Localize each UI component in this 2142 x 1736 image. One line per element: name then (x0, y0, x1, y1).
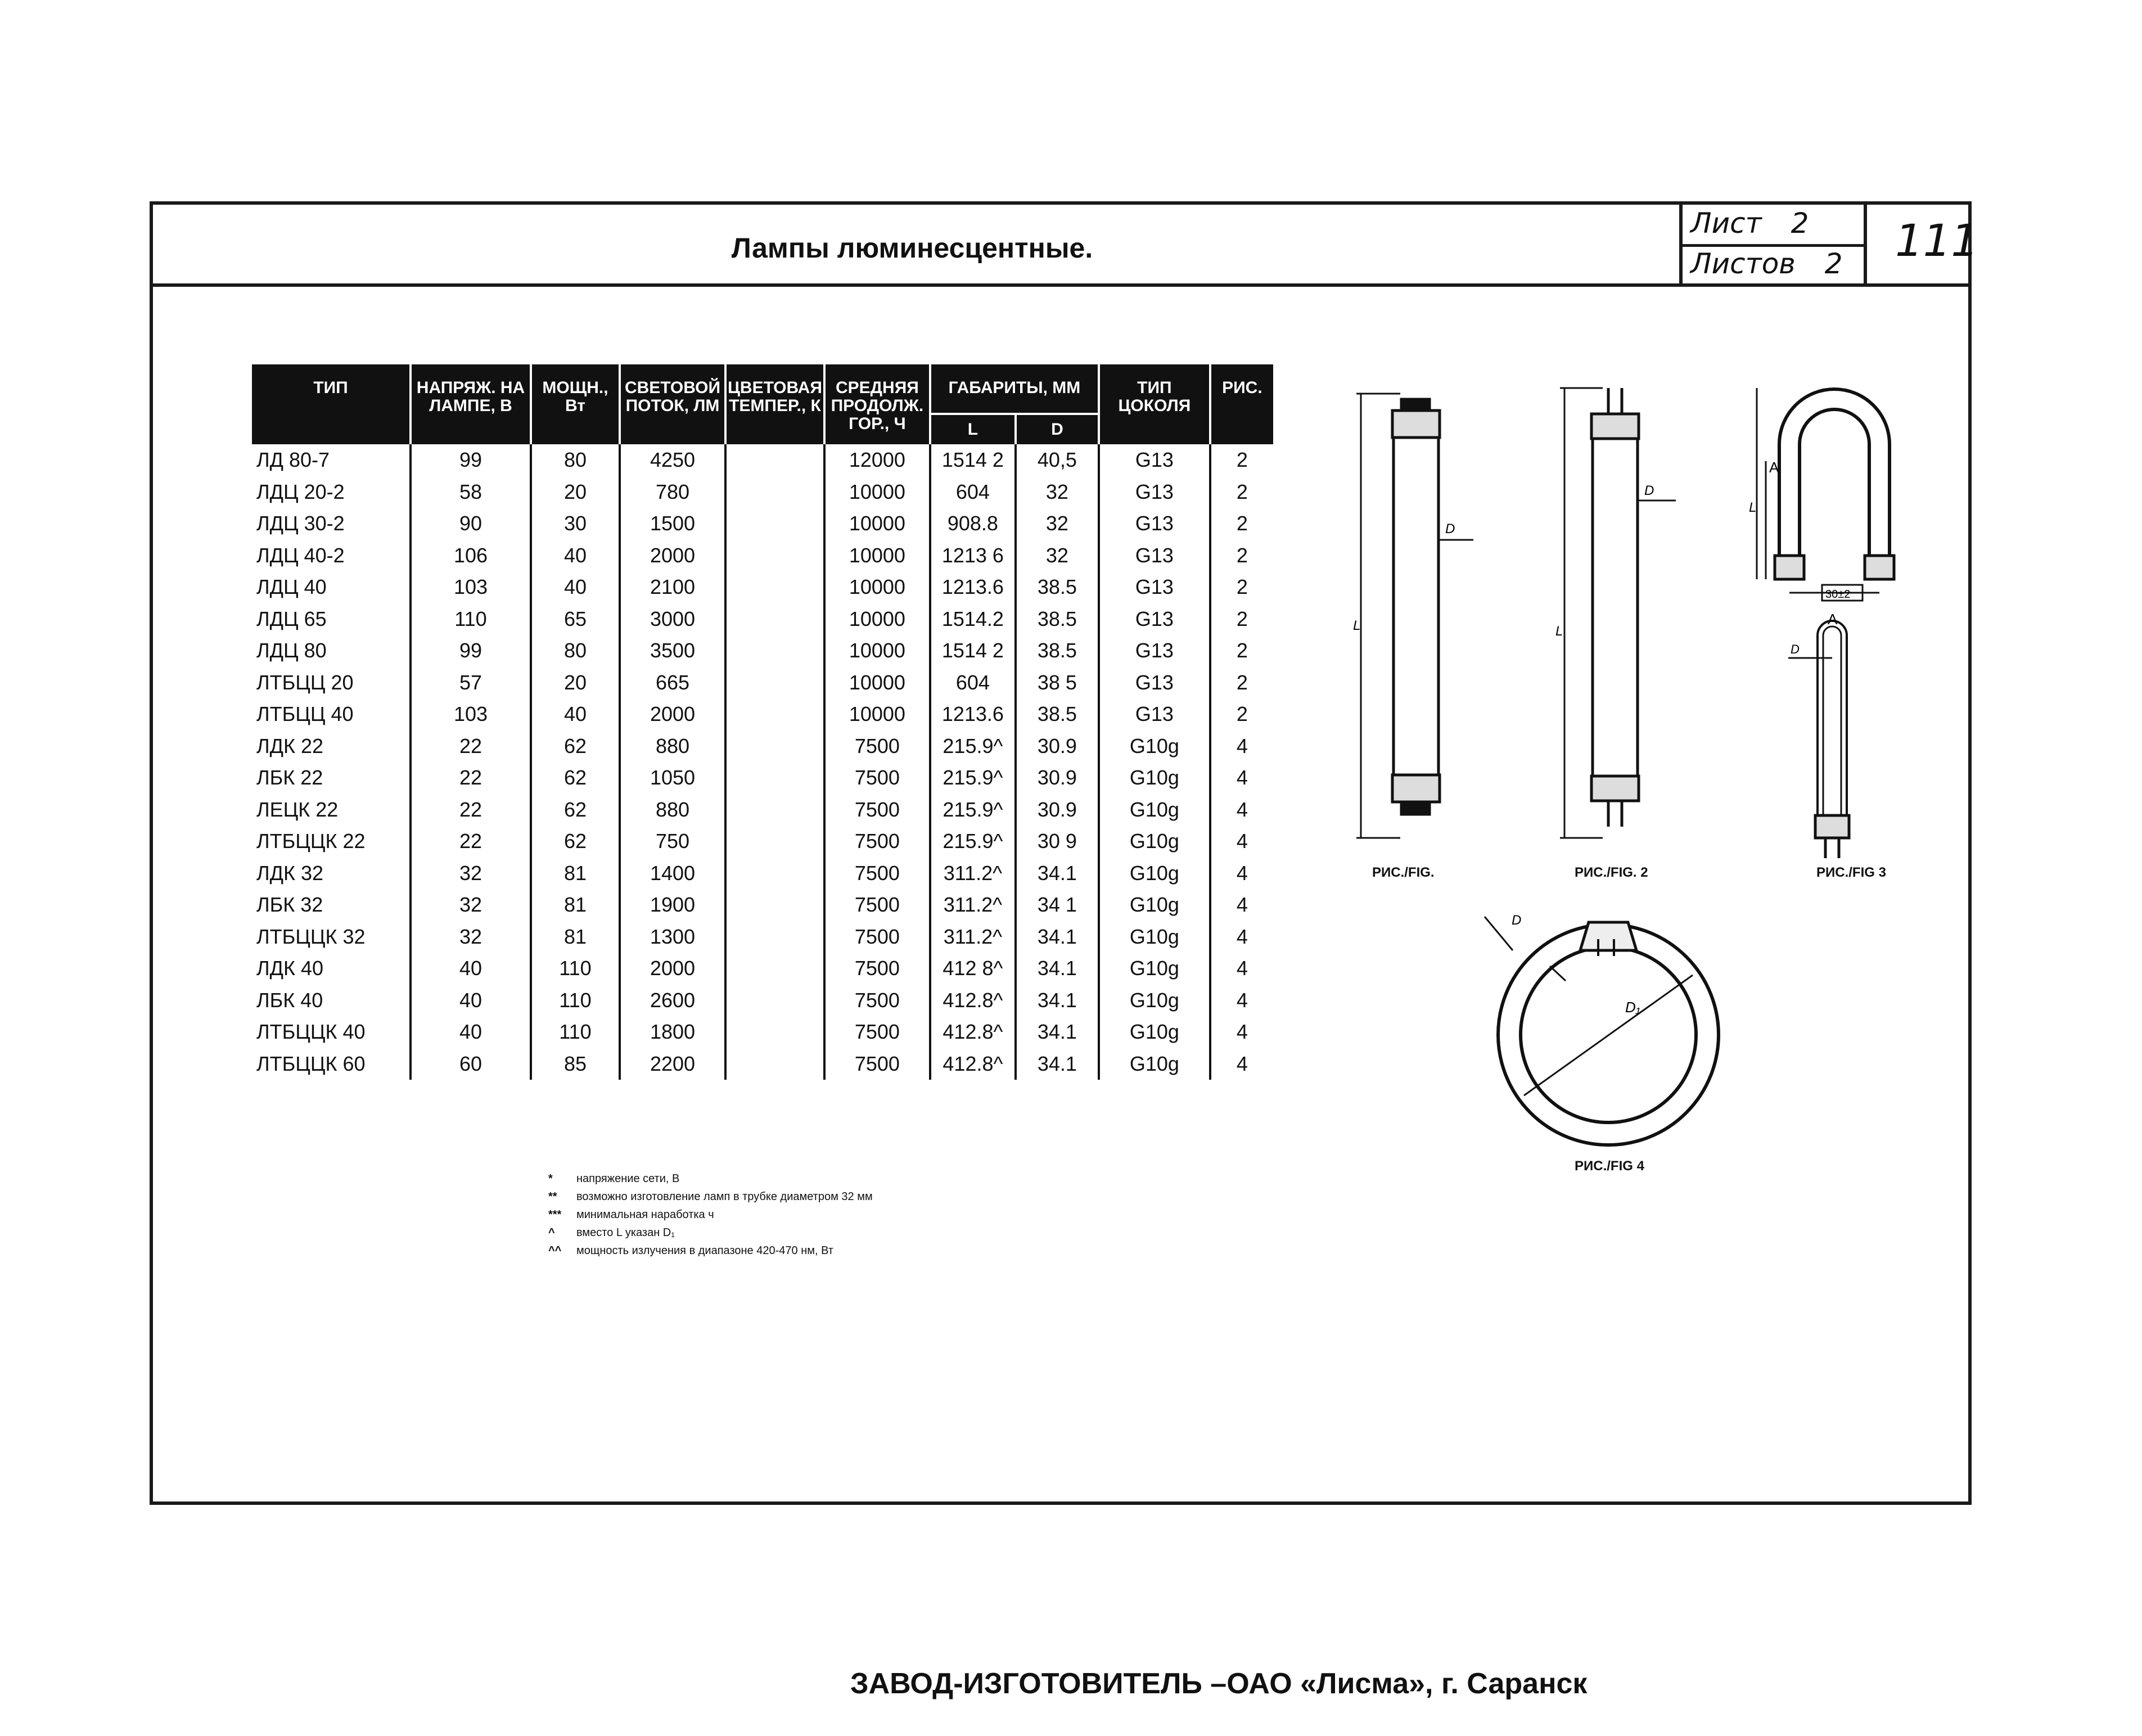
cell-diameter: 38.5 (1016, 698, 1099, 731)
stamp-divider (1683, 244, 1864, 247)
cell-voltage: 60 (411, 1048, 531, 1080)
cell-fig: 2 (1236, 607, 1248, 630)
cell-voltage: 99 (411, 635, 531, 667)
cell-type: ЛДЦ 80 (252, 635, 411, 667)
cell-fig: 4 (1236, 766, 1248, 790)
figure-3-drawing (1749, 377, 1918, 860)
cell-colortemp (725, 571, 824, 603)
table-row (252, 921, 1273, 953)
table-row (252, 508, 1273, 540)
cell-life: 10000 (824, 698, 930, 731)
cell-base: G10g (1099, 794, 1210, 826)
fig1-dim-d: D (1445, 521, 1455, 536)
cell-type: ЛД 80-7 (252, 444, 411, 476)
cell-length: 412.8^ (930, 1048, 1016, 1080)
cell-voltage: 22 (411, 731, 531, 763)
cell-diameter: 30.9 (1016, 731, 1099, 763)
table-row (252, 762, 1273, 794)
cell-base: G10g (1099, 921, 1210, 953)
footnote-text: вместо L указан D₁ (576, 1227, 675, 1239)
table-row (252, 1016, 1273, 1048)
cell-power: 40 (531, 698, 620, 731)
sheet-value: 2 (1791, 207, 1809, 240)
cell-life: 7500 (824, 731, 930, 763)
table-row (252, 826, 1273, 858)
cell-type: ЛТБЦЦК 60 (252, 1048, 411, 1080)
cell-base: G10g (1099, 1048, 1210, 1080)
col-voltage-header: НАПРЯЖ. НА ЛАМПЕ, В (411, 364, 531, 444)
cell-base: G10g (1099, 762, 1210, 794)
cell-length: 604 (930, 476, 1016, 508)
cell-fig: 4 (1236, 1020, 1248, 1044)
fig1-dim-l: L (1353, 618, 1361, 633)
table-row (252, 1048, 1273, 1080)
cell-power: 80 (531, 444, 620, 476)
cell-fig: 4 (1236, 988, 1248, 1012)
cell-voltage: 58 (411, 476, 531, 508)
cell-flux: 1400 (620, 858, 725, 890)
sheets-label: Листов (1690, 247, 1796, 280)
cell-flux: 1500 (620, 508, 725, 540)
cell-diameter: 34.1 (1016, 1048, 1099, 1080)
cell-colortemp (725, 540, 824, 572)
cell-fig: 4 (1236, 829, 1248, 853)
cell-base: G10g (1099, 953, 1210, 985)
cell-diameter: 40,5 (1016, 444, 1099, 476)
cell-voltage: 32 (411, 889, 531, 921)
table-row (252, 540, 1273, 572)
cell-type: ЛБК 40 (252, 985, 411, 1017)
col-base-header: ТИП ЦОКОЛЯ (1099, 364, 1210, 444)
cell-diameter: 34.1 (1016, 921, 1099, 953)
cell-flux: 2000 (620, 540, 725, 572)
fig3-dim-spacing: 30±2 (1825, 588, 1851, 601)
cell-length: 412 8^ (930, 953, 1016, 985)
figure-4-drawing (1473, 900, 1755, 1158)
cell-type: ЛДК 40 (252, 953, 411, 985)
cell-diameter: 34.1 (1016, 985, 1099, 1017)
cell-power: 81 (531, 921, 620, 953)
cell-colortemp (725, 762, 824, 794)
cell-flux: 4250 (620, 444, 725, 476)
cell-base: G13 (1099, 508, 1210, 540)
cell-length: 1213 6 (930, 540, 1016, 572)
cell-voltage: 103 (411, 698, 531, 731)
cell-colortemp (725, 921, 824, 953)
cell-base: G10g (1099, 731, 1210, 763)
fig1-base-bottom (1392, 775, 1440, 802)
figure-2-label: РИС./FIG. 2 (1575, 865, 1648, 880)
cell-colortemp (725, 985, 824, 1017)
cell-length: 1514.2 (930, 603, 1016, 635)
cell-flux: 1900 (620, 889, 725, 921)
header-row (252, 364, 1273, 414)
cell-fig: 2 (1236, 575, 1248, 599)
footnote-text: мощность излучения в диапазоне 420-470 нм, Вт (576, 1244, 833, 1257)
fig2-dim-d: D (1644, 483, 1654, 498)
table-row (252, 603, 1273, 635)
cell-type: ЛТБЦЦ 20 (252, 667, 411, 699)
footnote (548, 1188, 873, 1206)
cell-life: 7500 (824, 889, 930, 921)
cell-type: ЛТБЦЦК 22 (252, 826, 411, 858)
cell-power: 81 (531, 858, 620, 890)
fig1-tube (1394, 438, 1438, 775)
cell-base: G13 (1099, 667, 1210, 699)
cell-power: 110 (531, 1016, 620, 1048)
cell-diameter: 32 (1016, 476, 1099, 508)
cell-flux: 3500 (620, 635, 725, 667)
cell-diameter: 38.5 (1016, 635, 1099, 667)
cell-voltage: 22 (411, 794, 531, 826)
cell-flux: 750 (620, 826, 725, 858)
cell-flux: 880 (620, 794, 725, 826)
cell-fig: 2 (1236, 639, 1248, 662)
cell-flux: 1300 (620, 921, 725, 953)
cell-life: 12000 (824, 444, 930, 476)
cell-life: 10000 (824, 667, 930, 699)
cell-base: G10g (1099, 889, 1210, 921)
table-row (252, 476, 1273, 508)
footnote-text: напряжение сети, В (576, 1173, 680, 1185)
cell-diameter: 38.5 (1016, 603, 1099, 635)
footnote-mark: ^ (548, 1227, 555, 1239)
table-row (252, 889, 1273, 921)
cell-power: 85 (531, 1048, 620, 1080)
table-row (252, 698, 1273, 731)
figure-3-label: РИС./FIG 3 (1816, 865, 1886, 880)
cell-flux: 780 (620, 476, 725, 508)
figure-2-drawing (1552, 377, 1693, 860)
cell-length: 1514 2 (930, 444, 1016, 476)
fig2-tube (1593, 439, 1638, 776)
cell-length: 311.2^ (930, 858, 1016, 890)
figure-4-label: РИС./FIG 4 (1575, 1158, 1644, 1174)
figure-1-drawing (1350, 382, 1485, 866)
cell-colortemp (725, 508, 824, 540)
cell-length: 908.8 (930, 508, 1016, 540)
cell-voltage: 40 (411, 953, 531, 985)
footnote (548, 1224, 873, 1242)
cell-type: ЛДЦ 40-2 (252, 540, 411, 572)
cell-type: ЛБК 32 (252, 889, 411, 921)
footnote-mark: * (548, 1173, 553, 1185)
cell-flux: 665 (620, 667, 725, 699)
fig3-base-right (1865, 556, 1894, 579)
cell-diameter: 38 5 (1016, 667, 1099, 699)
cell-type: ЛБК 22 (252, 762, 411, 794)
cell-flux: 3000 (620, 603, 725, 635)
cell-fig: 4 (1236, 861, 1248, 885)
cell-colortemp (725, 603, 824, 635)
cell-voltage: 110 (411, 603, 531, 635)
cell-length: 1514 2 (930, 635, 1016, 667)
cell-power: 110 (531, 953, 620, 985)
footnote (548, 1206, 873, 1224)
cell-diameter: 32 (1016, 508, 1099, 540)
cell-flux: 1050 (620, 762, 725, 794)
fig4-dim-d: D (1512, 913, 1522, 928)
cell-type: ЛТБЦЦ 40 (252, 698, 411, 731)
sheets-value: 2 (1824, 247, 1843, 280)
cell-type: ЛДЦ 30-2 (252, 508, 411, 540)
cell-colortemp (725, 635, 824, 667)
cell-type: ЛДК 32 (252, 858, 411, 890)
cell-life: 10000 (824, 540, 930, 572)
cell-flux: 2000 (620, 698, 725, 731)
cell-type: ЛДЦ 65 (252, 603, 411, 635)
table-row (252, 635, 1273, 667)
cell-base: G13 (1099, 571, 1210, 603)
cell-base: G10g (1099, 1016, 1210, 1048)
cell-voltage: 40 (411, 1016, 531, 1048)
fig3-dim-d: D (1791, 642, 1800, 656)
cell-voltage: 32 (411, 921, 531, 953)
footnote-mark: *** (548, 1209, 562, 1221)
cell-colortemp (725, 826, 824, 858)
cell-length: 311.2^ (930, 889, 1016, 921)
cell-length: 604 (930, 667, 1016, 699)
cell-length: 215.9^ (930, 731, 1016, 763)
table-row (252, 858, 1273, 890)
cell-flux: 2200 (620, 1048, 725, 1080)
cell-base: G10g (1099, 985, 1210, 1017)
fig3-dim-l: L (1749, 500, 1757, 515)
sheets-count-cell (1690, 247, 1843, 280)
cell-base: G10g (1099, 858, 1210, 890)
cell-life: 10000 (824, 571, 930, 603)
cell-voltage: 106 (411, 540, 531, 572)
fig2-base-bottom (1591, 776, 1639, 801)
cell-diameter: 32 (1016, 540, 1099, 572)
cell-colortemp (725, 889, 824, 921)
cell-life: 7500 (824, 953, 930, 985)
cell-type: ЛДЦ 40 (252, 571, 411, 603)
footnote-mark: ^^ (548, 1244, 562, 1257)
table-row (252, 444, 1273, 476)
cell-diameter: 30.9 (1016, 762, 1099, 794)
col-life-header: СРЕДНЯЯ ПРОДОЛЖ. ГОР., Ч (824, 364, 930, 444)
cell-voltage: 40 (411, 985, 531, 1017)
table-row (252, 794, 1273, 826)
cell-life: 7500 (824, 985, 930, 1017)
cell-length: 215.9^ (930, 826, 1016, 858)
table-body (252, 444, 1273, 1080)
fig3-side-dim-a: A (1828, 611, 1838, 628)
cell-life: 7500 (824, 794, 930, 826)
cell-colortemp (725, 1048, 824, 1080)
cell-colortemp (725, 698, 824, 731)
fig4-base (1580, 922, 1636, 950)
cell-fig: 4 (1236, 957, 1248, 980)
cell-fig: 4 (1236, 1052, 1248, 1075)
col-fig-header: РИС. (1210, 364, 1273, 444)
cell-power: 40 (531, 571, 620, 603)
fig3-dim-a: A (1769, 459, 1779, 476)
cell-life: 7500 (824, 858, 930, 890)
cell-type: ЛДЦ 20-2 (252, 476, 411, 508)
cell-power: 62 (531, 826, 620, 858)
cell-power: 30 (531, 508, 620, 540)
cell-colortemp (725, 858, 824, 890)
cell-life: 10000 (824, 635, 930, 667)
cell-type: ЛТБЦЦК 40 (252, 1016, 411, 1048)
col-dims-header: ГАБАРИТЫ, ММ (930, 364, 1099, 414)
cell-length: 215.9^ (930, 762, 1016, 794)
col-d-header: D (1016, 414, 1099, 444)
cell-length: 215.9^ (930, 794, 1016, 826)
cell-voltage: 22 (411, 826, 531, 858)
cell-life: 7500 (824, 762, 930, 794)
cell-power: 81 (531, 889, 620, 921)
cell-voltage: 32 (411, 858, 531, 890)
cell-power: 20 (531, 476, 620, 508)
cell-length: 1213.6 (930, 571, 1016, 603)
sheet-stamp (1679, 205, 1864, 283)
table-row (252, 571, 1273, 603)
col-flux-header: СВЕТОВОЙ ПОТОК, ЛМ (620, 364, 725, 444)
cell-fig: 2 (1236, 670, 1248, 694)
fig3-side-tube (1818, 621, 1847, 838)
cell-life: 10000 (824, 476, 930, 508)
cell-fig: 2 (1236, 480, 1248, 503)
col-power-header: МОЩН., Вт (531, 364, 620, 444)
figure-1-label: РИС./FIG. (1372, 865, 1435, 880)
cell-flux: 880 (620, 731, 725, 763)
fig2-dim-l: L (1555, 624, 1563, 639)
cell-type: ЛЕЦК 22 (252, 794, 411, 826)
fig2-base-top (1591, 414, 1639, 439)
footnote-text: минимальная наработка ч (576, 1209, 714, 1221)
cell-voltage: 90 (411, 508, 531, 540)
cell-fig: 2 (1236, 448, 1248, 472)
cell-power: 110 (531, 985, 620, 1017)
cell-colortemp (725, 731, 824, 763)
cell-type: ЛТБЦЦК 32 (252, 921, 411, 953)
cell-base: G13 (1099, 444, 1210, 476)
cell-length: 311.2^ (930, 921, 1016, 953)
fig4-outer-diameter-line (1524, 975, 1693, 1095)
cell-base: G13 (1099, 476, 1210, 508)
cell-colortemp (725, 953, 824, 985)
cell-flux: 2600 (620, 985, 725, 1017)
cell-life: 10000 (824, 603, 930, 635)
cell-colortemp (725, 667, 824, 699)
cell-base: G13 (1099, 540, 1210, 572)
cell-power: 62 (531, 731, 620, 763)
cell-flux: 1800 (620, 1016, 725, 1048)
cell-fig: 4 (1236, 734, 1248, 757)
page-number: 111 (1895, 216, 1979, 267)
cell-base: G13 (1099, 635, 1210, 667)
cell-diameter: 38.5 (1016, 571, 1099, 603)
cell-power: 62 (531, 762, 620, 794)
table-row (252, 953, 1273, 985)
cell-diameter: 30.9 (1016, 794, 1099, 826)
sheet-number-cell (1690, 207, 1809, 240)
cell-fig: 4 (1236, 797, 1248, 821)
cell-life: 7500 (824, 921, 930, 953)
cell-diameter: 34.1 (1016, 1016, 1099, 1048)
footnotes (548, 1170, 873, 1260)
cell-power: 65 (531, 603, 620, 635)
cell-diameter: 34.1 (1016, 858, 1099, 890)
cell-fig: 2 (1236, 512, 1248, 535)
footnote-text: возможно изготовление ламп в трубке диаметром 32 мм (576, 1191, 873, 1203)
sheet-label: Лист (1690, 207, 1762, 240)
header-divider (153, 283, 1968, 287)
cell-power: 80 (531, 635, 620, 667)
cell-power: 20 (531, 667, 620, 699)
cell-colortemp (725, 794, 824, 826)
cell-diameter: 30 9 (1016, 826, 1099, 858)
cell-voltage: 103 (411, 571, 531, 603)
fig3-base-left (1775, 556, 1804, 579)
col-l-header: L (930, 414, 1016, 444)
cell-base: G13 (1099, 698, 1210, 731)
footnote-mark: ** (548, 1191, 557, 1203)
table-row (252, 985, 1273, 1017)
cell-diameter: 34.1 (1016, 953, 1099, 985)
cell-life: 7500 (824, 1016, 930, 1048)
cell-life: 7500 (824, 1048, 930, 1080)
cell-length: 412.8^ (930, 1016, 1016, 1048)
fig1-pin-bottom (1401, 802, 1429, 814)
cell-length: 412.8^ (930, 985, 1016, 1017)
cell-type: ЛДК 22 (252, 731, 411, 763)
cell-flux: 2000 (620, 953, 725, 985)
cell-fig: 4 (1236, 925, 1248, 948)
cell-fig: 4 (1236, 893, 1248, 917)
cell-fig: 2 (1236, 702, 1248, 726)
cell-colortemp (725, 444, 824, 476)
fig4-dim-d1: D₁ (1625, 999, 1640, 1016)
cell-fig: 2 (1236, 543, 1248, 567)
col-type-header: ТИП (252, 364, 411, 444)
cell-base: G13 (1099, 603, 1210, 635)
table-row (252, 731, 1273, 763)
cell-voltage: 57 (411, 667, 531, 699)
manufacturer-footer: ЗАВОД-ИЗГОТОВИТЕЛЬ –ОАО «Лисма», г. Саранск (850, 1667, 1588, 1700)
cell-life: 7500 (824, 826, 930, 858)
page-number-box (1864, 205, 1979, 283)
fig4-tube-diameter-line (1550, 966, 1566, 981)
cell-diameter: 34 1 (1016, 889, 1099, 921)
fig3-side-base (1815, 815, 1849, 838)
cell-life: 10000 (824, 508, 930, 540)
cell-power: 40 (531, 540, 620, 572)
cell-voltage: 99 (411, 444, 531, 476)
col-colortemp-header: ЦВЕТОВАЯ ТЕМПЕР., К (725, 364, 824, 444)
page-title: Лампы люминесцентные. (731, 232, 1093, 264)
footnote (548, 1242, 873, 1260)
cell-colortemp (725, 476, 824, 508)
fig1-base-top (1392, 411, 1440, 438)
cell-colortemp (725, 1016, 824, 1048)
lamp-spec-table (252, 364, 1273, 1080)
cell-power: 62 (531, 794, 620, 826)
cell-length: 1213.6 (930, 698, 1016, 731)
cell-voltage: 22 (411, 762, 531, 794)
footnote (548, 1170, 873, 1188)
table-row (252, 667, 1273, 699)
cell-base: G10g (1099, 826, 1210, 858)
cell-flux: 2100 (620, 571, 725, 603)
